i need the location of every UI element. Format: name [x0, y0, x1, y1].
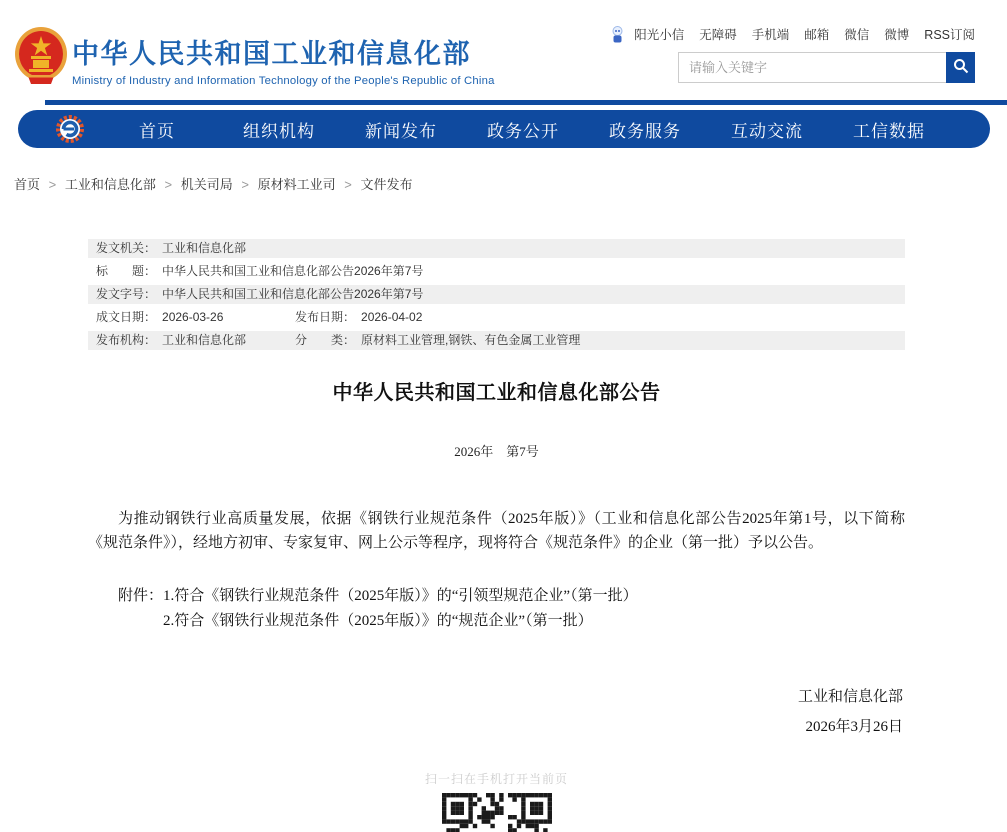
mascot-icon [610, 26, 625, 43]
meta-label: 发文机关： [96, 241, 157, 255]
issue-number: 2026年 第7号 [454, 444, 539, 459]
meta-value: 工业和信息化部 [162, 241, 247, 255]
main-nav [18, 110, 990, 148]
meta-value: 工业和信息化部 [162, 333, 247, 347]
qr-caption: 扫一扫在手机打开当前页 [424, 772, 568, 787]
nav-item-gov-services[interactable]: 政务服务 [609, 121, 681, 141]
document-title: 中华人民共和国工业和信息化部公告 [332, 382, 661, 404]
meta-label: 成文日期： [96, 310, 157, 324]
meta-table [88, 239, 905, 350]
meta-row-document-number [88, 285, 905, 304]
search-icon [953, 58, 969, 77]
site-titles [72, 32, 495, 87]
meta-row-issuing-authority [88, 239, 905, 258]
utility-link-mail[interactable]: 邮箱 [804, 28, 830, 42]
breadcrumb-miit[interactable]: 工业和信息化部 [64, 177, 156, 192]
utility-link-wechat[interactable]: 微信 [844, 28, 870, 42]
utility-link-xiaoxin[interactable]: 阳光小信 [634, 28, 685, 42]
utility-link-rss[interactable]: RSS订阅 [924, 28, 975, 42]
breadcrumb-home[interactable]: 首页 [14, 177, 41, 192]
meta-row-publisher-category [88, 331, 905, 350]
meta-label: 发布日期： [295, 310, 356, 324]
breadcrumb-raw-materials-dept[interactable]: 原材料工业司 [257, 177, 336, 192]
meta-value: 中华人民共和国工业和信息化部公告2026年第7号 [162, 264, 424, 278]
utility-bar [610, 25, 975, 43]
breadcrumb-separator: > [344, 177, 352, 192]
nav-item-interaction[interactable]: 互动交流 [731, 121, 803, 141]
utility-link-weibo[interactable]: 微博 [884, 28, 910, 42]
search-input[interactable] [678, 52, 946, 83]
body-paragraph: 为推动钢铁行业高质量发展，依据《钢铁行业规范条件（2025年版）》（工业和信息化部公告2025年第1号，以下简称《规范条件》），经地方初审、专家复审、网上公示等程序，现将符合《规范条件》的企业（第一批）予以公告。 [88, 511, 905, 551]
breadcrumb-separator: > [164, 177, 173, 192]
site-subtitle: Ministry of Industry and Information Technology of the People's Republic of China [72, 75, 495, 87]
nav-top-line [45, 100, 1007, 105]
meta-label: 标 题： [96, 264, 157, 278]
nav-item-home[interactable]: 首页 [139, 121, 175, 141]
breadcrumb-separator: > [48, 177, 57, 192]
meta-row-dates [88, 308, 905, 327]
qr-section [88, 770, 905, 832]
nav-item-data[interactable]: 工信数据 [853, 121, 925, 141]
search-button[interactable] [946, 52, 975, 83]
meta-value: 原材料工业管理,钢铁、有色金属工业管理 [361, 333, 581, 347]
nav-item-gov-disclosure[interactable]: 政务公开 [487, 121, 559, 141]
site-title: 中华人民共和国工业和信息化部 [72, 39, 471, 69]
national-emblem-logo [14, 26, 68, 91]
meta-value: 中华人民共和国工业和信息化部公告2026年第7号 [162, 287, 424, 301]
attachments [88, 585, 905, 632]
attachment-link-1[interactable]: 1.符合《钢铁行业规范条件（2025年版）》的“引领型规范企业”（第一批） [163, 588, 638, 605]
attachment-label: 附件： [118, 588, 164, 605]
utility-link-mobile[interactable]: 手机端 [751, 28, 790, 42]
content [88, 239, 905, 832]
breadcrumb-departments[interactable]: 机关司局 [180, 177, 233, 192]
signature-org: 工业和信息化部 [797, 689, 903, 706]
signature-block [88, 682, 905, 742]
meta-value: 2026-03-26 [162, 310, 224, 324]
qr-code [442, 793, 552, 832]
nav-item-organization[interactable]: 组织机构 [243, 121, 315, 141]
nav-wrap [0, 100, 1007, 160]
signature-date: 2026年3月26日 [805, 719, 903, 736]
meta-value: 2026-04-02 [361, 310, 423, 324]
meta-label: 发布机构： [96, 333, 157, 347]
site-header [0, 0, 1007, 100]
attachment-link-2[interactable]: 2.符合《钢铁行业规范条件（2025年版）》的“规范企业”（第一批） [163, 612, 593, 629]
breadcrumb-document-release[interactable]: 文件发布 [360, 177, 413, 192]
nav-item-news[interactable]: 新闻发布 [365, 121, 437, 141]
meta-label: 发文字号： [96, 287, 157, 301]
breadcrumb-separator: > [241, 177, 249, 192]
breadcrumb [14, 174, 1007, 193]
search-box [678, 52, 975, 83]
miit-logo-icon [56, 115, 84, 143]
utility-link-accessibility[interactable]: 无障碍 [699, 28, 737, 42]
meta-row-title [88, 262, 905, 281]
meta-label: 分 类： [295, 333, 356, 347]
